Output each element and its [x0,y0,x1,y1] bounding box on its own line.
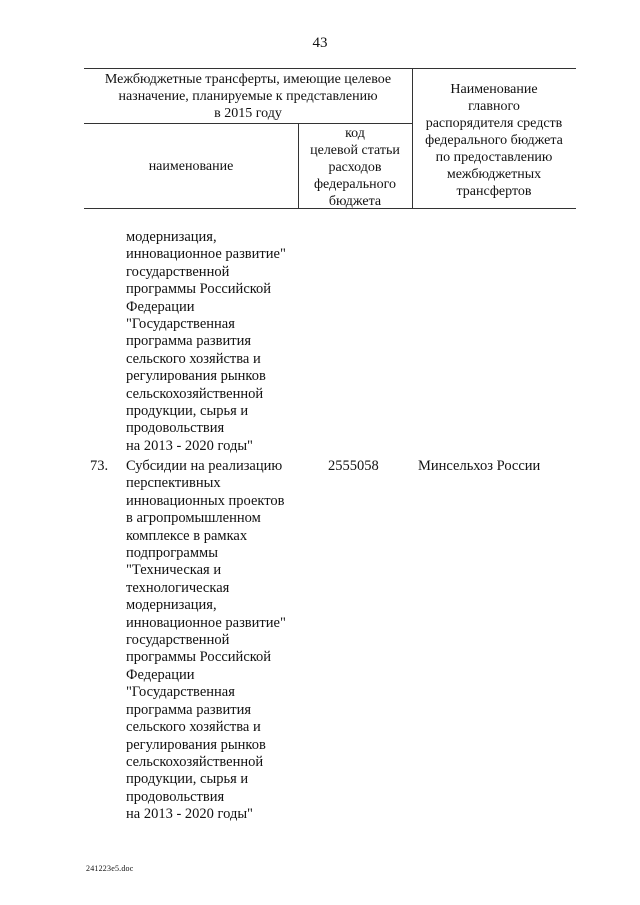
page-number: 43 [312,35,328,51]
row-73-number: 73. [90,458,109,474]
row-73-code: 2555058 [328,458,379,474]
row-73-name: Субсидии на реализацию перспективных инновационных проектов в агропромышленном комплексе в рамках подпрограммы "Техническая и технологическая модернизация, инновационное развитие" государственной программы Российской Федерации "Государственная программа развития сельского хозяйства и регулирования рынков сельскохозяйственной продукции, сырья и продовольствия на 2013 - 2020 годы" [126,458,286,823]
header-col-name: наименование [148,159,234,174]
header-top-rule [84,68,576,69]
footer-filename: 241223e5.doc [86,864,134,873]
header-transfers-group: Межбюджетные трансферты, имеющие целевое назначение, планируемые к представлению в 2015 году [104,72,392,121]
row-73-administrator: Минсельхоз России [418,458,541,474]
header-col-administrator: Наименование главного распорядителя средств федерального бюджета по предоставлению межбюджетных трансфертов [425,82,563,199]
header-group-rule [84,123,412,124]
header-col-code: код целевой статьи расходов федерального бюджета [310,126,400,209]
row-continuation-name: модернизация, инновационное развитие" государственной программы Российской Федерации "Государственная программа развития сельского хозяйства и регулирования рынков сельскохозяйственной продукции, сырья и продовольствия на 2013 - 2020 годы" [126,229,286,454]
